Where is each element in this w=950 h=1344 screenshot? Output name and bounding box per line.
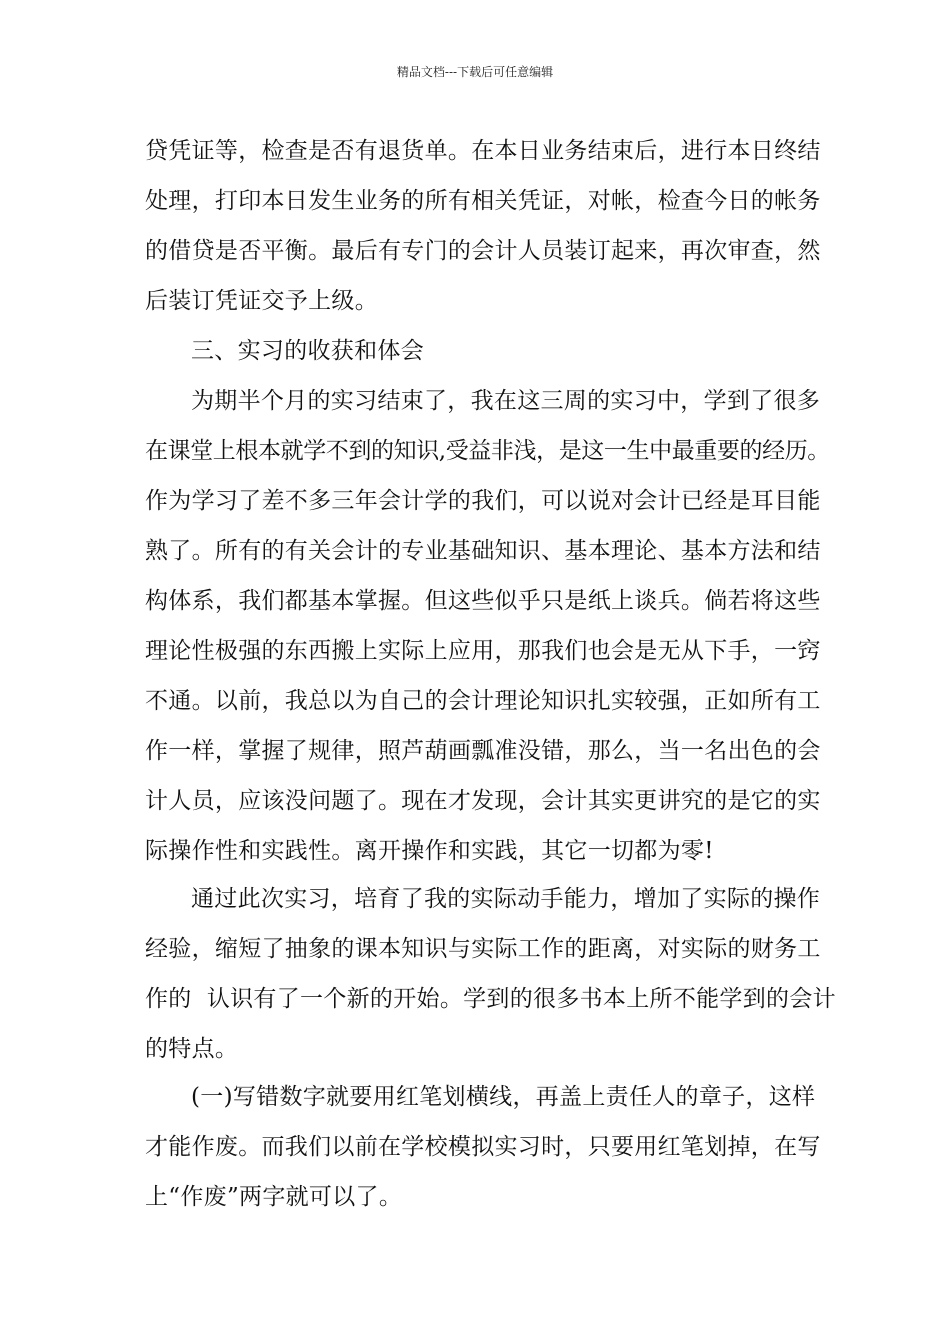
section-heading: 三、实习的收获和体会 [191, 338, 424, 364]
text-line: 才能作废。而我们以前在学校模拟实习时，只要用红笔划掉，在写 [145, 1134, 821, 1160]
page-header: 精品文档---下载后可任意编辑 [396, 65, 554, 79]
text-line: 贷凭证等，检查是否有退货单。在本日业务结束后，进行本日终结 [145, 138, 821, 164]
text-line: 熟了。所有的有关会计的专业基础知识、基本理论、基本方法和结 [145, 538, 821, 564]
text-line: 上“作废”两字就可以了。 [145, 1184, 403, 1210]
text-line: 为期半个月的实习结束了，我在这三周的实习中，学到了很多 [191, 388, 821, 414]
text-line: 作为学习了差不多三年会计学的我们，可以说对会计已经是耳目能 [145, 488, 821, 514]
text-line: (一)写错数字就要用红笔划横线，再盖上责任人的章子，这样 [191, 1084, 816, 1110]
text-line: 际操作性和实践性。离开操作和实践，其它一切都为零! [145, 838, 714, 864]
text-line: 在课堂上根本就学不到的知识,受益非浅，是这一生中最重要的经历。 [145, 438, 830, 464]
text-line: 作一样，掌握了规律，照芦葫画瓢准没错，那么，当一名出色的会 [145, 738, 821, 764]
text-line: 计人员，应该没问题了。现在才发现，会计其实更讲究的是它的实 [145, 788, 821, 814]
text-line: 不通。以前，我总以为自己的会计理论知识扎实较强，正如所有工 [145, 688, 821, 714]
text-line: 的借贷是否平衡。最后有专门的会计人员装订起来，再次审查，然 [145, 238, 821, 264]
text-line: 的特点。 [145, 1036, 239, 1062]
text-line: 通过此次实习，培育了我的实际动手能力，增加了实际的操作 [191, 886, 821, 912]
text-line: 作的 认识有了一个新的开始。学到的很多书本上所不能学到的会计 [145, 986, 836, 1012]
text-line: 经验，缩短了抽象的课本知识与实际工作的距离，对实际的财务工 [145, 936, 821, 962]
text-line: 构体系，我们都基本掌握。但这些似乎只是纸上谈兵。倘若将这些 [145, 588, 821, 614]
text-line: 理论性极强的东西搬上实际上应用，那我们也会是无从下手，一窍 [145, 638, 821, 664]
text-line: 处理，打印本日发生业务的所有相关凭证，对帐，检查今日的帐务 [145, 188, 821, 214]
text-line: 后装订凭证交予上级。 [145, 288, 378, 314]
